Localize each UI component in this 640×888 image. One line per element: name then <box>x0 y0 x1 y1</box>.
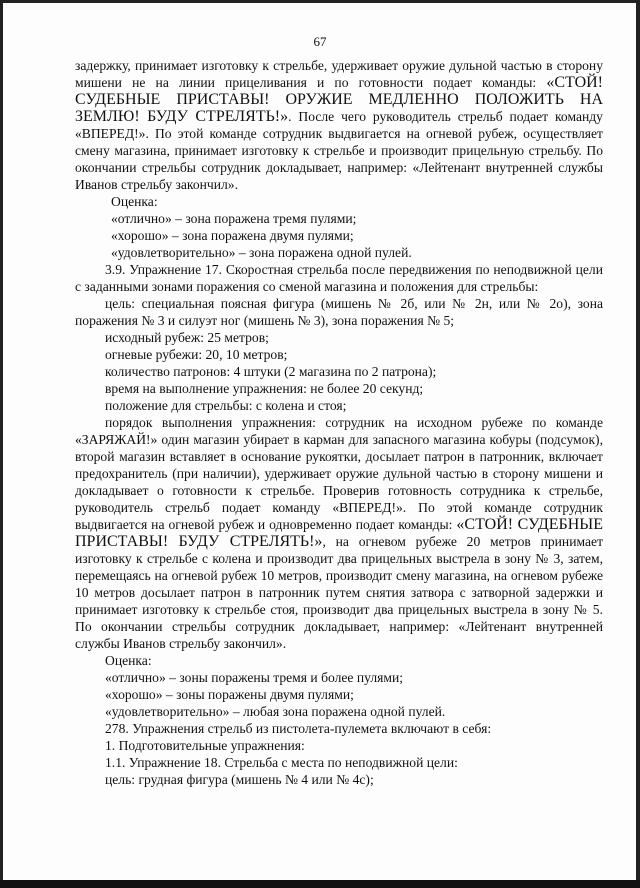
section-target: цель: грудная фигура (мишень № 4 или № 4с); <box>105 772 374 787</box>
grade-good: «хорошо» – зоны поражены двумя пулями; <box>105 687 354 702</box>
paragraph-continuation <box>75 57 603 193</box>
page-number: 67 <box>313 34 327 49</box>
command-text: «СТОЙ! СУДЕБНЫЕ ПРИСТАВЫ! ОРУЖИЕ МЕДЛЕННО ПОЛОЖИТЬ НА ЗЕМЛЮ! БУДУ СТРЕЛЯТЬ!» <box>75 74 603 125</box>
exercise-position: положение для стрельбы: с колена и стоя; <box>105 398 347 413</box>
exercise-fire-lines: огневые рубежи: 20, 10 метров; <box>105 347 288 362</box>
text-run: . После чего руководитель стрельб подает команду «ВПЕРЕД!». По этой команде сотрудник выдвигается на огневой рубеж, осуществляет смену магазина, принимает изготовку к стрельбе и производит прицельную стрельбу. По окончании стрельбы сотрудник докладывает, например: «Лейтенант внутренней службы Иванов стрельбу закончил». <box>75 109 603 192</box>
text-run: порядок выполнения упражнения: сотрудник на исходном рубеже по команде «ЗАРЯЖАЙ!» один магазин убирает в карман для запасного магазина кобуры (подсумок), второй магазин вставляет в основание рукоятки, досылает патрон в патронник, включает предохранитель (при наличии), удерживает оружие дульной частью в сторону мишени и докладывает о готовности к стрельбе. Проверив готовность сотрудника к стрельбе, руководитель стрельб подает команду «ВПЕРЕД!». По этой команде сотрудник выдвигается на огневой рубеж и одновременно подает команды: <box>75 415 603 532</box>
section-intro: 278. Упражнения стрельб из пистолета-пулемета включают в себя: <box>105 721 492 736</box>
grade-excellent: «отлично» – зона поражена тремя пулями; <box>111 211 357 226</box>
section-subitem: 1.1. Упражнение 18. Стрельба с места по неподвижной цели: <box>105 755 458 770</box>
exercise-start-line: исходный рубеж: 25 метров; <box>105 330 269 345</box>
scan-edge-right <box>636 0 640 888</box>
exercise-heading: 3.9. Упражнение 17. Скоростная стрельба после передвижения по неподвижной цели с заданными зонами поражения со сменой магазина и положения для стрельбы: <box>75 262 603 294</box>
scan-edge-left <box>0 0 3 888</box>
exercise-procedure <box>75 414 603 652</box>
exercise-target: цель: специальная поясная фигура (мишень № 2б, или № 2н, или № 2о), зона поражения № 3 и силуэт ног (мишень № 3), зона поражения № 5; <box>75 296 603 328</box>
body-text <box>75 57 603 788</box>
scan-edge-bottom <box>0 880 640 888</box>
grade-satisfactory: «удовлетворительно» – зона поражена одной пулей. <box>111 245 412 260</box>
text-run: задержку, принимает изготовку к стрельбе, удерживает оружие дульной частью в сторону мишени не на линии прицеливания и по готовности подает команды: <box>75 58 603 90</box>
section-item: 1. Подготовительные упражнения: <box>105 738 305 753</box>
exercise-time: время на выполнение упражнения: не более 20 секунд; <box>105 381 424 396</box>
grade-good: «хорошо» – зона поражена двумя пулями; <box>111 228 354 243</box>
command-text: «СТОЙ! СУДЕБНЫЕ ПРИСТАВЫ! БУДУ СТРЕЛЯТЬ!» <box>75 516 604 550</box>
grade-title: Оценка: <box>111 194 158 209</box>
grade-title: Оценка: <box>105 653 152 668</box>
text-run: , на огневом рубеже 20 метров принимает изготовку к стрельбе с колена и производит два прицельных выстрела в зону № 3, затем, перемещаясь на огневой рубеж 10 метров, производит смену магазина, на огневом рубеже 10 метров досылает патрон в патронник путем снятия затвора с затворной задержки и принимает изготовку к стрельбе стоя, производит два прицельных выстрела в зону № 5. По окончании стрельбы сотрудник докладывает, например: «Лейтенант внутренней службы Иванов стрельбу закончил». <box>75 534 604 651</box>
grade-satisfactory: «удовлетворительно» – любая зона поражена одной пулей. <box>105 704 446 719</box>
scan-edge-top <box>0 0 640 3</box>
exercise-rounds: количество патронов: 4 штуки (2 магазина по 2 патрона); <box>105 364 437 379</box>
grade-excellent: «отлично» – зоны поражены тремя и более пулями; <box>105 670 404 685</box>
